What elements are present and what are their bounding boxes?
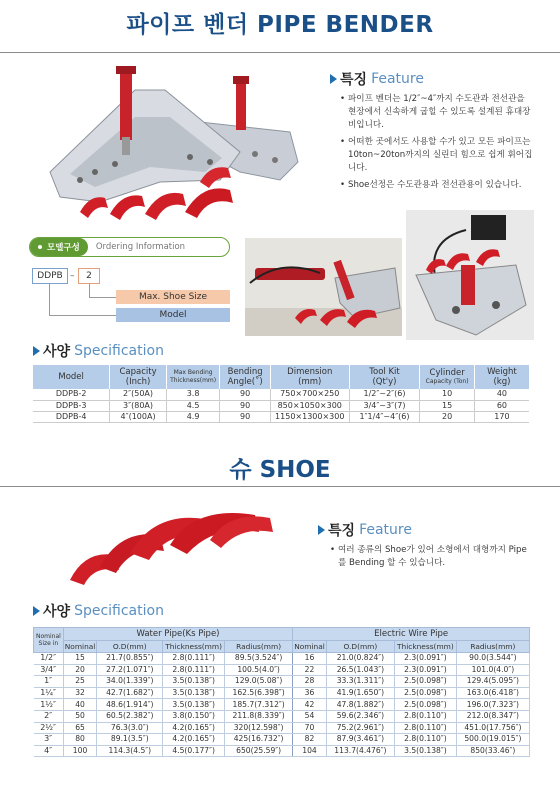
cell-water-od: 42.7(1.682″)	[97, 687, 163, 699]
cell-size: 1/2″	[34, 653, 64, 665]
electric-pipe-header: Electric Wire Pipe	[293, 628, 530, 641]
shoe-product-photo	[60, 505, 280, 590]
cell-electric-od: 47.8(1.882″)	[326, 699, 394, 711]
sub-header-thickness: Thickness(mm)	[163, 641, 225, 653]
cell-water-thickness: 3.5(0.138″)	[163, 699, 225, 711]
cell-electric-thickness: 2.8(0.110″)	[395, 710, 457, 722]
cell-water-thickness: 3.5(0.138″)	[163, 687, 225, 699]
cell-toolkit: 1/2″~2″(6)	[349, 389, 420, 400]
table-row	[33, 411, 529, 422]
cell-water-od: 60.5(2.382″)	[97, 710, 163, 722]
page-title: 파이프 벤더 PIPE BENDER	[126, 12, 434, 38]
arrow-icon	[33, 606, 40, 616]
cell-electric-od: 21.0(0.824″)	[326, 653, 394, 665]
cell-size: 1¼″	[34, 687, 64, 699]
cell-size: 2″	[34, 710, 64, 722]
model-code-suffix: 2	[78, 268, 100, 284]
cell-model: DDPB-3	[33, 400, 110, 411]
cell-electric-radius: 850(33.46″)	[456, 745, 529, 757]
cell-electric-thickness: 2.8(0.110″)	[395, 722, 457, 734]
cell-electric-od: 59.6(2.346″)	[326, 710, 394, 722]
shoe-spec-label-en: Specification	[74, 603, 164, 619]
shoe-feature-heading	[318, 520, 412, 540]
arrow-icon	[330, 74, 337, 84]
cell-water-od: 21.7(0.855″)	[97, 653, 163, 665]
table-row	[34, 653, 530, 665]
cell-weight: 40	[474, 389, 529, 400]
cell-capacity: 2″(50A)	[110, 389, 167, 400]
feature-heading	[330, 69, 424, 89]
cell-capacity: 3″(80A)	[110, 400, 167, 411]
cell-water-nominal: 40	[63, 699, 97, 711]
cell-electric-nominal: 36	[293, 687, 327, 699]
feature-list	[340, 93, 535, 196]
cell-water-nominal: 15	[63, 653, 97, 665]
cell-water-thickness: 4.2(0.165″)	[163, 722, 225, 734]
sub-header-nominal: Nominal	[64, 642, 96, 651]
max-shoe-size-label: Max. Shoe Size	[116, 290, 230, 304]
cell-water-od: 89.1(3.5″)	[97, 734, 163, 746]
shoe-section-title: 슈 SHOE	[229, 457, 331, 483]
cell-electric-radius: 196.0(7.323″)	[456, 699, 529, 711]
feature-bullet: • 어떠한 곳에서도 사용할 수가 있고 모든 파이프는 10ton~20ton까지의 실린더 힘으로 쉽게 휘어집니다.	[340, 136, 535, 175]
cell-water-radius: 320(12.598″)	[225, 722, 293, 734]
cell-water-radius: 89.5(3.524″)	[225, 653, 293, 665]
cell-electric-nominal: 104	[293, 745, 327, 757]
connector-line	[49, 284, 50, 315]
arrow-icon	[33, 346, 40, 356]
cell-electric-od: 75.2(2.961″)	[326, 722, 394, 734]
cell-size: 1½″	[34, 699, 64, 711]
cell-angle: 90	[220, 411, 271, 422]
table-row	[34, 722, 530, 734]
cell-electric-radius: 500.0(19.015″)	[456, 734, 529, 746]
cell-water-od: 76.3(3.0″)	[97, 722, 163, 734]
cell-electric-nominal: 42	[293, 699, 327, 711]
connector-line	[89, 284, 90, 297]
cell-water-radius: 162.5(6.398″)	[225, 687, 293, 699]
sub-header-nominal: Nominal	[294, 642, 325, 651]
cell-electric-od: 113.7(4.476″)	[326, 745, 394, 757]
spec-col-toolkit: Tool Kit (Qt'y)	[349, 365, 420, 389]
cell-electric-radius: 163.0(6.418″)	[456, 687, 529, 699]
table-row	[34, 676, 530, 688]
shoe-sub-header-row	[34, 641, 530, 653]
cell-water-thickness: 2.8(0.111″)	[163, 653, 225, 665]
cell-dimension: 750×700×250	[270, 389, 349, 400]
cell-electric-od: 33.3(1.311″)	[326, 676, 394, 688]
sub-header-od: O.D(mm)	[97, 641, 163, 653]
connector-line	[89, 297, 116, 298]
table-row	[34, 699, 530, 711]
table-row	[34, 687, 530, 699]
ordering-label	[30, 238, 88, 256]
cell-electric-thickness: 3.5(0.138″)	[395, 745, 457, 757]
sub-header-radius: Radius(mm)	[225, 641, 293, 653]
shoe-feature-bullet: • 여러 종류의 Shoe가 있어 소형에서 대형까지 Pipe를 Bending 할 수 있습니다.	[330, 544, 535, 570]
spec-col-cylinder: Cylinder Capacity (Ton)	[420, 365, 475, 389]
cell-cylinder: 20	[420, 411, 475, 422]
table-row	[34, 710, 530, 722]
spec-col-weight: Weight (kg)	[474, 365, 529, 389]
ordering-label-en: Ordering Information	[95, 242, 186, 252]
pipe-bender-in-use-photo	[245, 238, 402, 336]
cell-electric-thickness: 2.8(0.110″)	[395, 734, 457, 746]
cell-water-nominal: 20	[63, 664, 97, 676]
cell-water-thickness: 4.2(0.165″)	[163, 734, 225, 746]
cell-dimension: 850×1050×300	[270, 400, 349, 411]
spec-heading	[33, 341, 164, 361]
shoe-feature-label-en: Feature	[359, 522, 412, 538]
cell-water-nominal: 65	[63, 722, 97, 734]
cell-electric-nominal: 54	[293, 710, 327, 722]
table-row	[33, 400, 529, 411]
shoe-feature-list	[330, 544, 535, 574]
cell-toolkit: 1″1/4″~4″(6)	[349, 411, 420, 422]
shoe-spec-table	[33, 627, 530, 757]
cell-water-radius: 211.8(8.339″)	[225, 710, 293, 722]
cell-cylinder: 15	[420, 400, 475, 411]
cell-weight: 170	[474, 411, 529, 422]
spec-col-dimension: Dimension (mm)	[270, 365, 349, 389]
cell-electric-radius: 101.0(4.0″)	[456, 664, 529, 676]
cell-electric-radius: 90.0(3.544″)	[456, 653, 529, 665]
shoe-spec-label-ko: 사양	[43, 604, 71, 620]
cell-electric-od: 87.9(3.461″)	[326, 734, 394, 746]
cell-water-thickness: 2.8(0.111″)	[163, 664, 225, 676]
cell-electric-thickness: 2.3(0.091″)	[395, 653, 457, 665]
cell-water-nominal: 80	[63, 734, 97, 746]
cell-water-od: 48.6(1.914″)	[97, 699, 163, 711]
cell-cylinder: 10	[420, 389, 475, 400]
feature-label-en: Feature	[371, 71, 424, 87]
ordering-label-ko: 모델구성	[47, 243, 80, 253]
model-code-prefix: DDPB	[32, 268, 68, 284]
spec-col-angle: Bending Angle(˚)	[220, 365, 271, 389]
spec-col-thickness: Max Bending Thickness(mm)	[166, 365, 220, 389]
cell-electric-nominal: 16	[293, 653, 327, 665]
spec-label-ko: 사양	[43, 344, 71, 360]
spec-col-capacity: Capacity (Inch)	[110, 365, 167, 389]
cell-electric-nominal: 82	[293, 734, 327, 746]
cell-water-nominal: 25	[63, 676, 97, 688]
arrow-icon	[318, 525, 325, 535]
model-label: Model	[116, 308, 230, 322]
hydraulic-bender-photo	[406, 210, 534, 340]
cell-size: 1″	[34, 676, 64, 688]
shoe-spec-heading	[33, 601, 164, 621]
cell-thickness: 4.5	[166, 400, 220, 411]
cell-size: 2½″	[34, 722, 64, 734]
title-divider	[0, 52, 560, 53]
nominal-size-header: Nominal Size in	[34, 628, 64, 653]
cell-water-nominal: 100	[63, 745, 97, 757]
cell-electric-thickness: 2.3(0.091″)	[395, 664, 457, 676]
water-pipe-header: Water Pipe(Ks Pipe)	[63, 628, 292, 641]
cell-size: 3/4″	[34, 664, 64, 676]
cell-angle: 90	[220, 400, 271, 411]
table-row	[34, 745, 530, 757]
shoe-group-header-row	[34, 628, 530, 641]
sub-header-radius: Radius(mm)	[456, 641, 529, 653]
shoe-divider	[0, 486, 560, 487]
table-row	[34, 734, 530, 746]
cell-water-thickness: 3.8(0.150″)	[163, 710, 225, 722]
cell-water-od: 34.0(1.339″)	[97, 676, 163, 688]
cell-model: DDPB-2	[33, 389, 110, 400]
cell-water-radius: 129.0(5.08″)	[225, 676, 293, 688]
cell-capacity: 4″(100A)	[110, 411, 167, 422]
pipe-bender-product-photo	[40, 62, 302, 227]
cell-water-radius: 100.5(4.0″)	[225, 664, 293, 676]
table-row	[34, 664, 530, 676]
sub-header-od: O.D(mm)	[326, 641, 394, 653]
cell-size: 3″	[34, 734, 64, 746]
spec-header-row	[33, 365, 529, 389]
cell-angle: 90	[220, 389, 271, 400]
cell-water-radius: 425(16.732″)	[225, 734, 293, 746]
connector-line	[49, 315, 116, 316]
cell-water-od: 27.2(1.071″)	[97, 664, 163, 676]
shoe-feature-label-ko: 특징	[328, 523, 356, 539]
cell-dimension: 1150×1300×300	[270, 411, 349, 422]
cell-electric-nominal: 22	[293, 664, 327, 676]
cell-model: DDPB-4	[33, 411, 110, 422]
table-row	[33, 389, 529, 400]
cell-electric-nominal: 28	[293, 676, 327, 688]
cell-electric-radius: 451.0(17.756″)	[456, 722, 529, 734]
cell-electric-od: 26.5(1.043″)	[326, 664, 394, 676]
feature-label-ko: 특징	[340, 72, 368, 88]
cell-water-radius: 185.7(7.312″)	[225, 699, 293, 711]
sub-header-thickness: Thickness(mm)	[395, 641, 457, 653]
cell-thickness: 3.8	[166, 389, 220, 400]
cell-electric-od: 41.9(1.650″)	[326, 687, 394, 699]
cell-size: 4″	[34, 745, 64, 757]
ordering-info-heading	[29, 237, 230, 257]
cell-toolkit: 3/4″~3″(7)	[349, 400, 420, 411]
cell-weight: 60	[474, 400, 529, 411]
bullet-dot-icon	[38, 245, 42, 249]
cell-water-od: 114.3(4.5″)	[97, 745, 163, 757]
cell-electric-thickness: 2.5(0.098″)	[395, 676, 457, 688]
cell-thickness: 4.9	[166, 411, 220, 422]
cell-electric-nominal: 70	[293, 722, 327, 734]
feature-bullet: • Shoe선정은 수도관용과 전선관용이 있습니다.	[340, 179, 535, 192]
spec-col-model: Model	[33, 365, 110, 389]
cell-electric-radius: 129.4(5.095″)	[456, 676, 529, 688]
cell-water-radius: 650(25.59″)	[225, 745, 293, 757]
cell-water-thickness: 3.5(0.138″)	[163, 676, 225, 688]
spec-label-en: Specification	[74, 343, 164, 359]
cell-water-nominal: 32	[63, 687, 97, 699]
cell-electric-radius: 212.0(8.347″)	[456, 710, 529, 722]
cell-water-thickness: 4.5(0.177″)	[163, 745, 225, 757]
cell-water-nominal: 50	[63, 710, 97, 722]
cell-electric-thickness: 2.5(0.098″)	[395, 687, 457, 699]
feature-bullet: • 파이프 벤더는 1/2″~4″까지 수도관과 전선관을 현장에서 신속하게 굽힐 수 있도록 설계된 휴대장비입니다.	[340, 93, 535, 132]
spec-table	[33, 365, 529, 423]
cell-electric-thickness: 2.5(0.098″)	[395, 699, 457, 711]
model-code-dash: –	[70, 271, 75, 281]
